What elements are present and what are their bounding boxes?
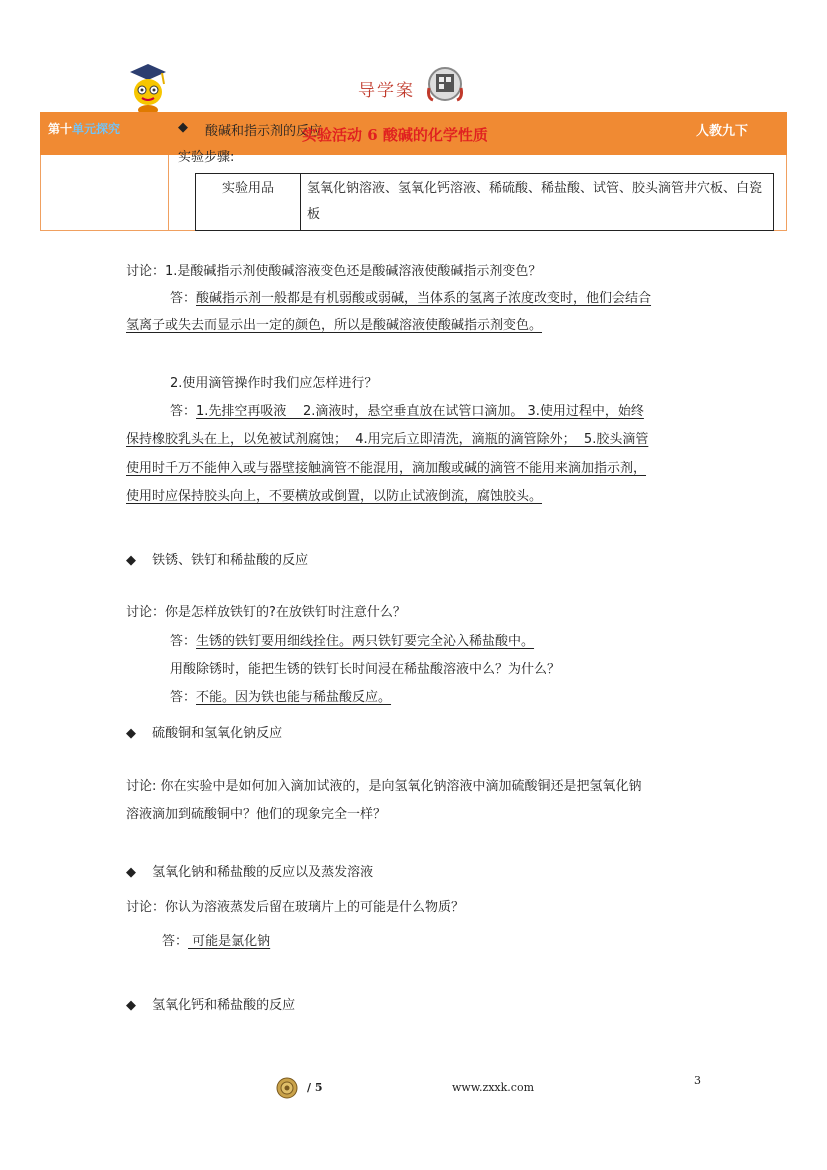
band-chapter: [48, 120, 120, 137]
bullet-diamond-icon: ◆: [126, 865, 136, 880]
answer-prefix: 答：: [170, 404, 197, 419]
materials-content: 氢氧化钠溶液、氢氧化钙溶液、稀硫酸、稀盐酸、试管、胶头滴管井穴板、白瓷板: [301, 174, 774, 231]
answer-prefix: 答：: [170, 690, 197, 705]
outer-table-left-cell: [40, 155, 169, 231]
answer-text: 可能是氯化钠: [188, 934, 271, 949]
section-4-question: 讨论：你认为溶液蒸发后留在玻璃片上的可能是什么物质？: [126, 900, 465, 915]
band-chapter-prefix: 第十: [48, 122, 73, 136]
discussion-2-answer-line-4: 使用时应保持胶头向上，不要横放或倒置，以防止试液倒流，腐蚀胶头。: [126, 489, 543, 504]
bullet-diamond-icon: ◆: [126, 553, 136, 568]
footer-coin-icon: [276, 1077, 298, 1099]
section-3-title: 硫酸铜和氢氧化钠反应: [152, 726, 283, 741]
discussion-2-answer-line-2: 保持橡胶乳头在上，以免被试剂腐蚀； 4.用完后立即清洗，滴瓶的滴管除外； 5.胶头滴管: [126, 432, 649, 447]
materials-label: 实验用品: [196, 174, 301, 231]
discussion-2-answer-line-3: 使用时千万不能伸入或与器壁接触滴管不能混用，滴加酸或碱的滴管不能用来滴加指示剂，: [126, 461, 647, 476]
steps-label: 实验步骤:: [178, 150, 235, 165]
answer-prefix: 答：: [162, 934, 189, 949]
section-2-answer: [170, 632, 534, 652]
band-topic: 酸碱和指示剂的反应: [205, 124, 323, 139]
header-title: 导学案: [358, 81, 415, 101]
section-3-question-line-1: 讨论: 你在实验中是如何加入滴加试液的，是向氢氧化钠溶液中滴加硫酸铜还是把氢氧化钠: [126, 779, 642, 794]
section-2-answer-2: [170, 688, 391, 708]
band-edition: 人教九下: [696, 124, 749, 139]
section-2-title: 铁锈、铁钉和稀盐酸的反应: [152, 553, 309, 568]
footer-site: www.zxxk.com: [452, 1081, 535, 1094]
discussion-2-answer-line-1: [170, 402, 644, 422]
answer-text: 生锈的铁钉要用细线拴住。两只铁钉要完全沁入稀盐酸中。: [196, 634, 535, 649]
materials-table: [195, 173, 774, 231]
answer-text: 酸碱指示剂一般都是有机弱酸或弱碱，当体系的氢离子浓度改变时，他们会结合: [196, 291, 652, 306]
section-4-heading: [126, 863, 373, 883]
section-4-title: 氢氧化钠和稀盐酸的反应以及蒸发溶液: [152, 865, 374, 880]
section-2-question: 讨论：你是怎样放铁钉的?在放铁钉时注意什么？: [126, 605, 406, 620]
band-chapter-overlap: 单元探究: [72, 122, 121, 136]
discussion-1-question: 讨论：1.是酸碱指示剂使酸碱溶液变色还是酸碱溶液使酸碱指示剂变色？: [126, 264, 542, 279]
answer-text: 不能。因为铁也能与稀盐酸反应。: [196, 690, 392, 705]
section-2-question-2: 用酸除锈时，能把生锈的铁钉长时间浸在稀盐酸溶液中么？为什么？: [170, 662, 561, 677]
answer-prefix: 答：: [170, 634, 197, 649]
discussion-1-answer-line-1: [170, 289, 651, 309]
mascot-logo: [126, 60, 170, 116]
band-bullet: ◆: [178, 120, 188, 135]
bullet-diamond-icon: ◆: [126, 998, 136, 1013]
page-number: 3: [694, 1074, 701, 1087]
answer-text: 1.先排空再吸液 2.滴液时，悬空垂直放在试管口滴加。 3.使用过程中，始终: [196, 404, 644, 419]
table-row: [196, 174, 774, 231]
footer-page-total: / 5: [307, 1081, 323, 1094]
section-5-heading: [126, 996, 295, 1016]
section-2-heading: [126, 551, 308, 571]
section-4-answer: [162, 932, 270, 952]
section-5-title: 氢氧化钙和稀盐酸的反应: [152, 998, 296, 1013]
activity-title: 实验活动 6 酸碱的化学性质: [302, 126, 488, 144]
answer-prefix: 答：: [170, 291, 197, 306]
seal-logo: [427, 66, 463, 104]
section-3-heading: [126, 724, 282, 744]
discussion-1-answer-line-2: 氢离子或失去而显示出一定的颜色，所以是酸碱溶液使酸碱指示剂变色。: [126, 318, 543, 333]
section-3-question-line-2: 溶液滴加到硫酸铜中？他们的现象完全一样？: [126, 807, 387, 822]
bullet-diamond-icon: ◆: [126, 726, 136, 741]
discussion-2-question: 2.使用滴管操作时我们应怎样进行？: [170, 376, 378, 391]
